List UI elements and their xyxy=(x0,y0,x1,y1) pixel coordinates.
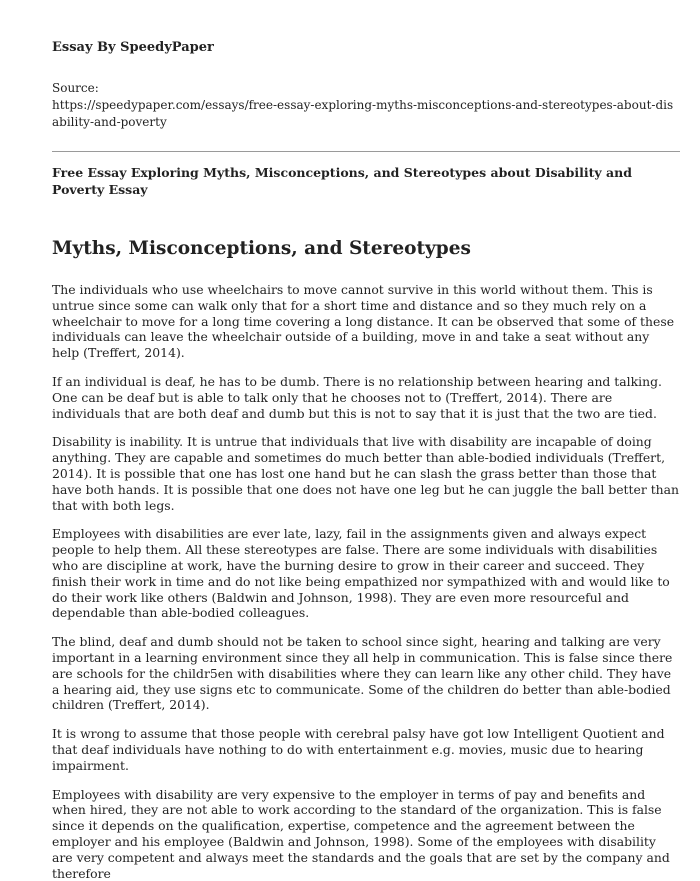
body-paragraph: The individuals who use wheelchairs to move cannot survive in this world without them. This is untrue since some can walk only that for a short time and distance and so they much rely on a wheelchair to move for a long time covering a long distance. It can be observed that some of these individuals can leave the wheelchair outside of a building, move in and take a seat without any help (Treffert, 2014). xyxy=(52,282,675,361)
essay-title: Free Essay Exploring Myths, Misconceptions, and Stereotypes about Disability and Poverty Essay xyxy=(52,165,632,197)
section-heading: Myths, Misconceptions, and Stereotypes xyxy=(52,238,471,259)
body-paragraph: Employees with disabilities are ever late, lazy, fail in the assignments given and always expect people to help them. All these stereotypes are false. There are some individuals with disabilities who are discipline at work, have the burning desire to grow in their career and succeed. They finish their work in time and do not like being empathized nor sympathized with and would like to do their work like others (Baldwin and Johnson, 1998). They are even more resourceful and dependable than able-bodied colleagues. xyxy=(52,526,670,621)
header-divider xyxy=(52,151,680,152)
body-paragraph: Employees with disability are very expensive to the employer in terms of pay and benefits and when hired, they are not able to work according to the standard of the organization. This is false since it depends on the qualification, expertise, competence and the agreement between the employer and his employee (Baldwin and Johnson, 1998). Some of the employees with disability are very competent and always meet the standards and the goals that are set by the company and therefore xyxy=(52,786,670,881)
body-paragraph: If an individual is deaf, he has to be dumb. There is no relationship between hearing and talking. One can be deaf but is able to talk only that he chooses not to (Treffert, 2014). There are individuals that are both deaf and dumb but this is not to say that it is just that the two are tied. xyxy=(52,373,662,421)
brand-title: Essay By SpeedyPaper xyxy=(52,40,214,55)
body-paragraph: The blind, deaf and dumb should not be taken to school since sight, hearing and talking are very important in a learning environment since they all help in communication. This is false since there are schools for the childr5en with disabilities where they can learn like any other child. They have a hearing aid, they use signs etc to communicate. Some of the children do better than able-bodied children (Treffert, 2014). xyxy=(52,634,673,713)
body-paragraph: It is wrong to assume that those people with cerebral palsy have got low Intelligent Quotient and that deaf individuals have nothing to do with entertainment e.g. movies, music due to hearing impairment. xyxy=(52,726,665,773)
source-label: Source: xyxy=(52,81,99,95)
body-paragraph: Disability is inability. It is untrue that individuals that live with disability are incapable of doing anything. They are capable and sometimes do much better than able-bodied individuals (Treffert, 2014). It is possible that one has lost one hand but he can slash the grass better than those that have both hands. It is possible that one does not have one leg but he can juggle the ball better than that with both legs. xyxy=(52,434,680,513)
source-url[interactable]: https://speedypaper.com/essays/free-essay-exploring-myths-misconceptions-and-stereotypes-about-disability-and-poverty xyxy=(52,98,674,129)
